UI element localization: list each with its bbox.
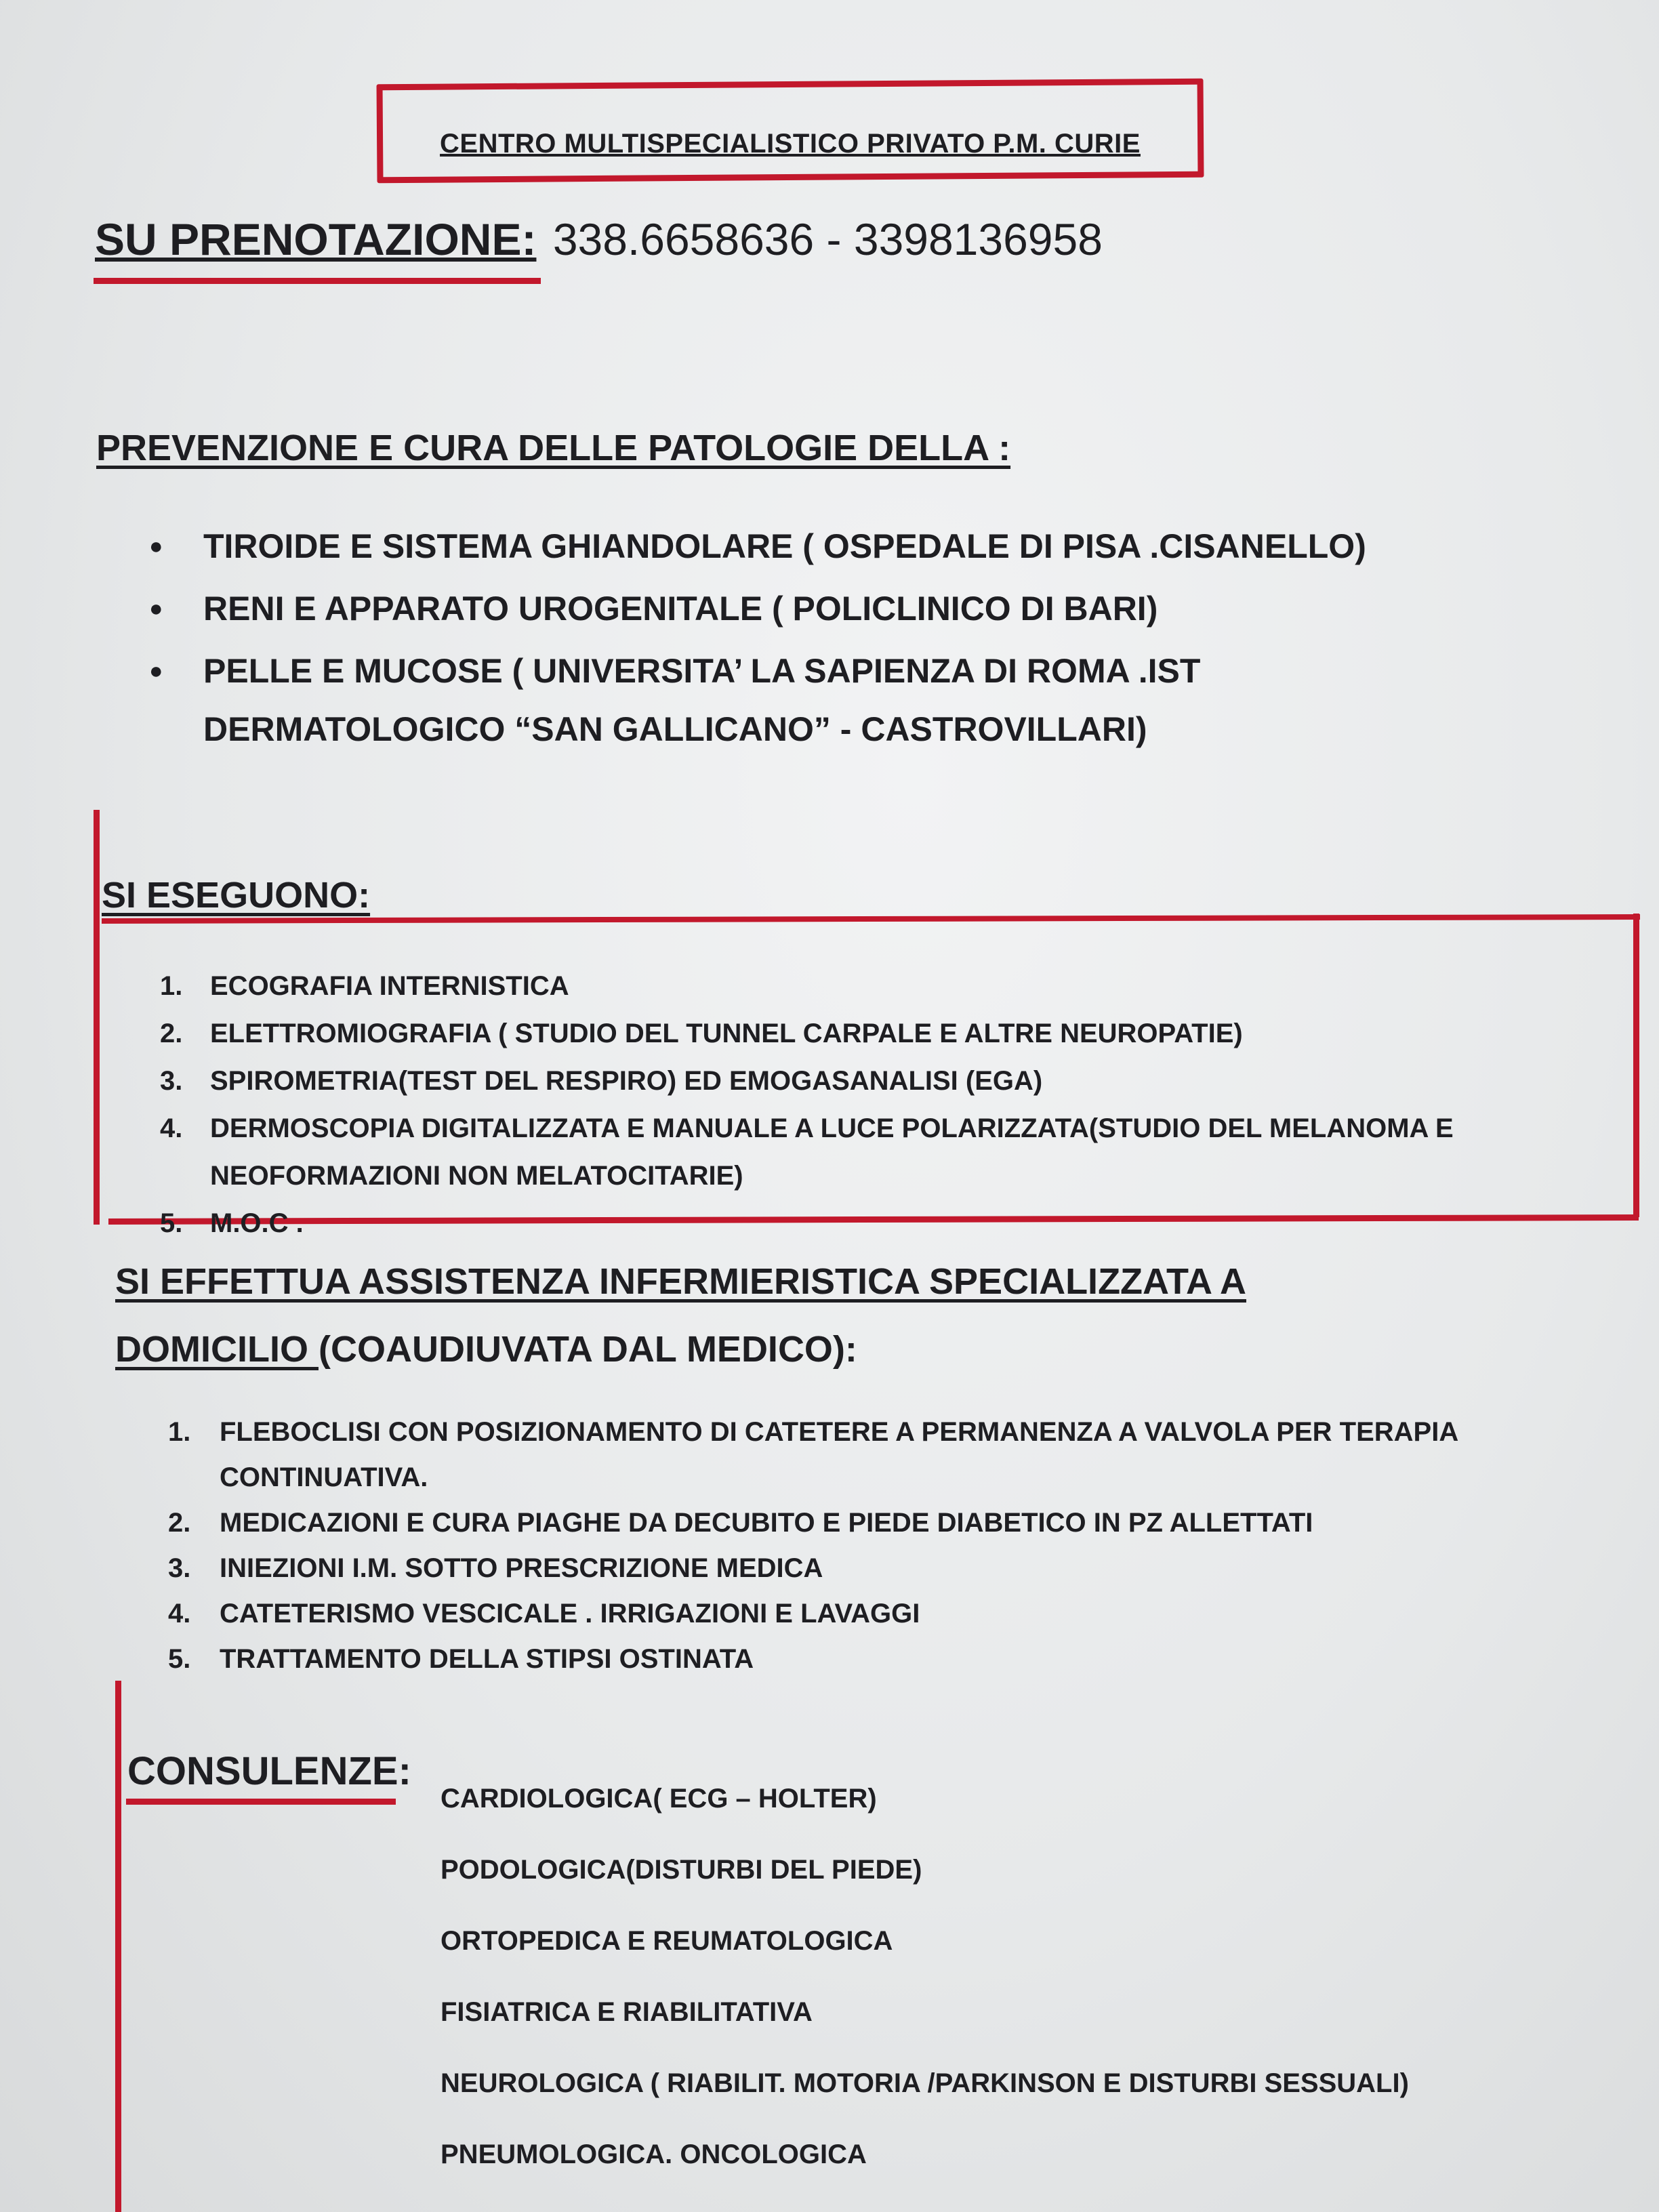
booking-phones: 338.6658636 - 3398136958	[552, 214, 1103, 264]
list-item: PNEUMOLOGICA. ONCOLOGICA	[441, 2139, 867, 2169]
consultations-left-marker	[115, 1681, 121, 2212]
homecare-list	[168, 1410, 1458, 1682]
list-item: 5. TRATTAMENTO DELLA STIPSI OSTINATA	[168, 1644, 754, 1674]
list-item: NEUROLOGICA ( RIABILIT. MOTORIA /PARKINSON E DISTURBI SESSUALI)	[441, 2068, 1409, 2098]
list-item: 4. DERMOSCOPIA DIGITALIZZATA E MANUALE A LUCE POLARIZZATA(STUDIO DEL MELANOMA E NEOFORMAZIONI NON MELATOCITARIE)	[160, 1113, 1454, 1191]
page-title: CENTRO MULTISPECIALISTICO PRIVATO P.M. CURIE	[440, 129, 1141, 159]
list-item: CARDIOLOGICA( ECG – HOLTER)	[441, 1784, 877, 1814]
list-item: 5. M.O.C .	[160, 1208, 304, 1238]
list-item: 1. FLEBOCLISI CON POSIZIONAMENTO DI CATETERE A PERMANENZA A VALVOLA PER TERAPIA CONTINUATIVA.	[168, 1417, 1459, 1492]
list-item: FISIATRICA E RIABILITATIVA	[441, 1997, 813, 2027]
exams-right-marker	[1633, 914, 1639, 1217]
homecare-title-line2: DOMICILIO (COAUDIUVATA DAL MEDICO):	[115, 1329, 857, 1370]
list-item: 3. INIEZIONI I.M. SOTTO PRESCRIZIONE MEDICA	[168, 1553, 823, 1583]
list-item: 1. ECOGRAFIA INTERNISTICA	[160, 971, 569, 1001]
homecare-title: SI EFFETTUA ASSISTENZA INFERMIERISTICA SPECIALIZZATA A	[115, 1261, 1246, 1302]
booking-label: SU PRENOTAZIONE:	[95, 214, 537, 264]
exams-title: SI ESEGUONO:	[102, 875, 371, 916]
booking-underline-marker	[94, 278, 541, 284]
booking-line	[95, 213, 1103, 265]
list-item: 2. MEDICAZIONI E CURA PIAGHE DA DECUBITO E PIEDE DIABETICO IN PZ ALLETTATI	[168, 1508, 1313, 1538]
list-item: PODOLOGICA(DISTURBI DEL PIEDE)	[441, 1855, 922, 1885]
consultations-list	[441, 1763, 1409, 2190]
exams-list	[160, 962, 1454, 1247]
consultations-title: CONSULENZE:	[127, 1749, 411, 1793]
prevention-list	[149, 515, 1366, 756]
exams-left-marker	[94, 810, 100, 1225]
list-item: ● RENI E APPARATO UROGENITALE ( POLICLINICO DI BARI)	[149, 577, 1366, 640]
list-item: 4. CATETERISMO VESCICALE . IRRIGAZIONI E LAVAGGI	[168, 1599, 920, 1629]
consultations-underline-marker	[126, 1799, 396, 1805]
list-item: ● PELLE E MUCOSE ( UNIVERSITA’ LA SAPIENZA DI ROMA .IST DERMATOLOGICO “SAN GALLICANO” - CASTROVILLARI)	[149, 640, 1366, 756]
list-item: ORTOPEDICA E REUMATOLOGICA	[441, 1926, 893, 1956]
prevention-title: PREVENZIONE E CURA DELLE PATOLOGIE DELLA :	[96, 428, 1011, 468]
list-item: ● TIROIDE E SISTEMA GHIANDOLARE ( OSPEDALE DI PISA .CISANELLO)	[149, 515, 1366, 577]
list-item: 3. SPIROMETRIA(TEST DEL RESPIRO) ED EMOGASANALISI (EGA)	[160, 1066, 1043, 1096]
list-item: 2. ELETTROMIOGRAFIA ( STUDIO DEL TUNNEL CARPALE E ALTRE NEUROPATIE)	[160, 1019, 1243, 1048]
